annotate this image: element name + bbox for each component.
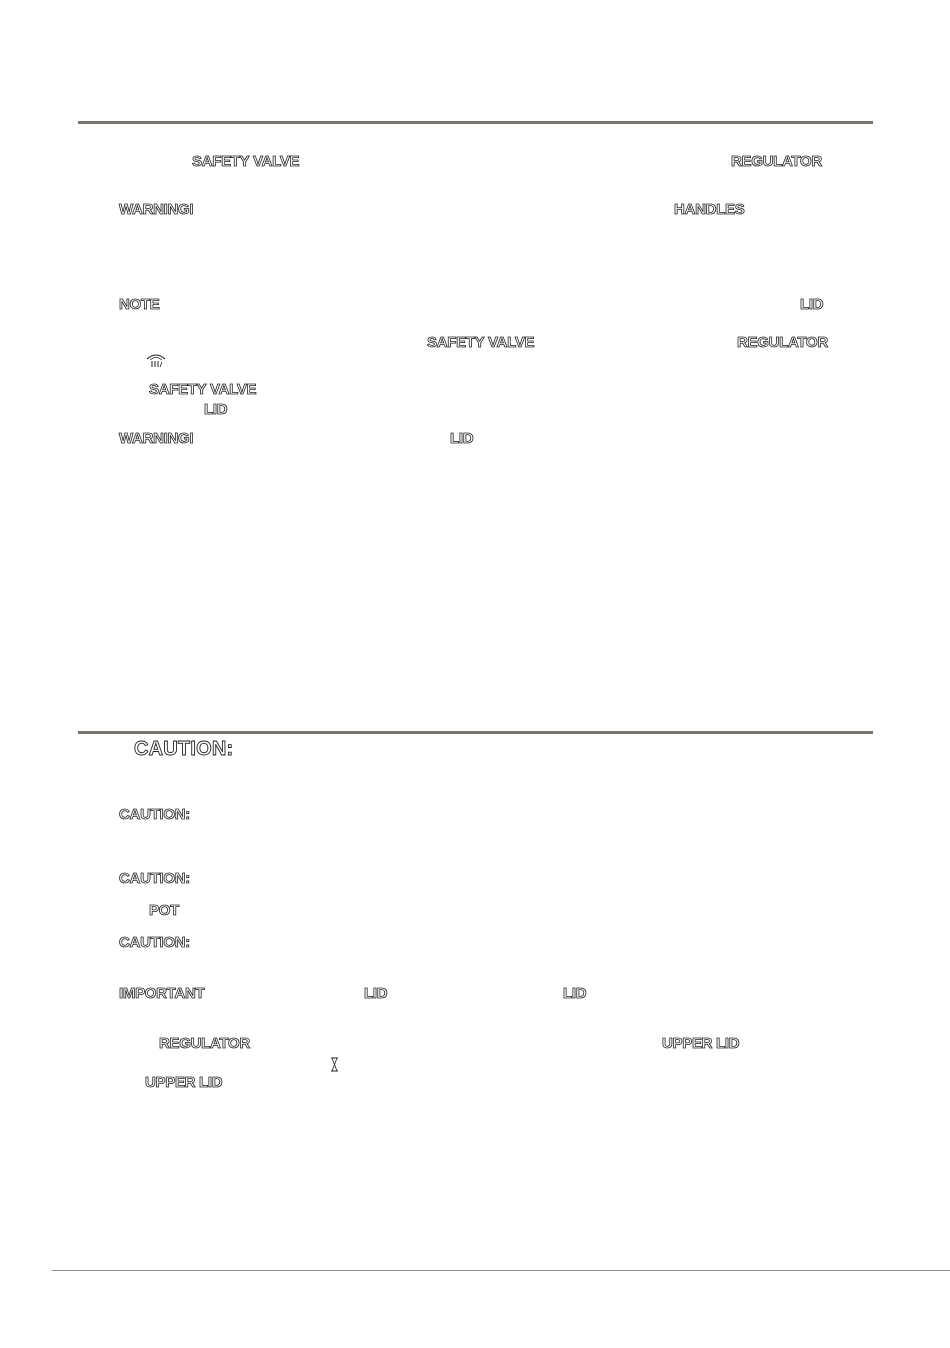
section-divider-caution: [78, 731, 873, 734]
caution-heading: CAUTION:: [134, 738, 234, 760]
label-warning: WARNINGI: [119, 201, 194, 218]
footer-divider: [52, 1270, 950, 1271]
label-regulator: REGULATOR: [159, 1035, 250, 1052]
label-lid: LID: [204, 401, 228, 418]
label-upper-lid: UPPER LID: [145, 1074, 223, 1091]
label-lid: LID: [450, 430, 474, 447]
label-caution: CAUTION:: [119, 806, 190, 823]
label-safety-valve: SAFETY VALVE: [149, 381, 257, 398]
label-safety-valve: SAFETY VALVE: [427, 334, 535, 351]
label-lid: LID: [364, 985, 388, 1002]
label-lid: LID: [800, 296, 824, 313]
label-note: NOTE: [119, 296, 160, 313]
label-caution: CAUTION:: [119, 870, 190, 887]
label-regulator: REGULATOR: [737, 334, 828, 351]
label-important: IMPORTANT: [119, 985, 205, 1002]
section-divider-top: [78, 121, 873, 124]
label-warning: WARNINGI: [119, 430, 194, 447]
label-regulator: REGULATOR: [731, 153, 822, 170]
label-caution: CAUTION:: [119, 934, 190, 951]
label-handles: HANDLES: [674, 201, 745, 218]
hourglass-icon: [330, 1057, 339, 1072]
pressure-indicator-icon: [144, 352, 168, 368]
label-lid: LID: [563, 985, 587, 1002]
label-pot: POT: [149, 902, 179, 919]
label-upper-lid: UPPER LID: [662, 1035, 740, 1052]
label-safety-valve: SAFETY VALVE: [192, 153, 300, 170]
